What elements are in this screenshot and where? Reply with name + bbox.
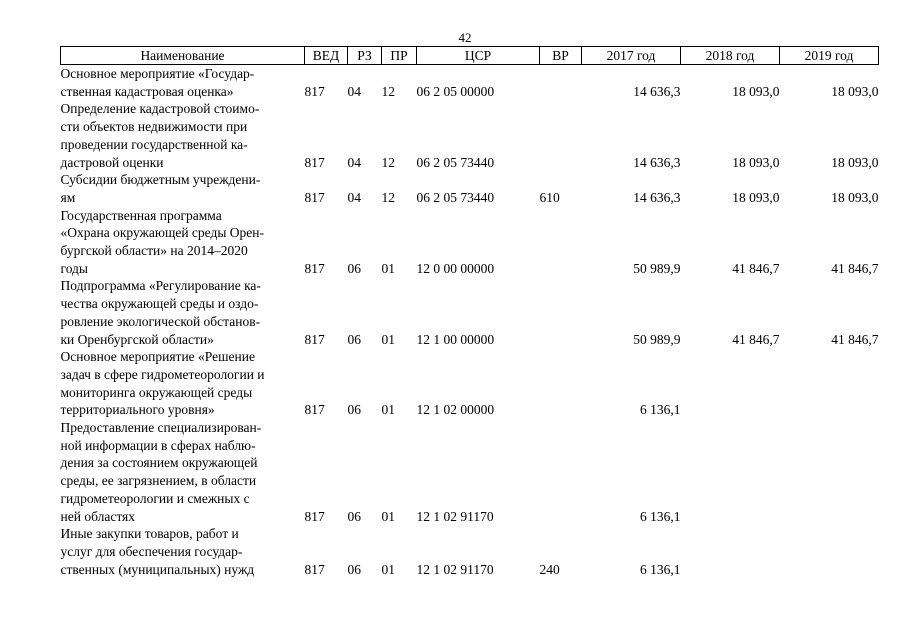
cell-name-line: ной информации в сферах наблю- [60, 437, 256, 453]
cell-vr [540, 348, 582, 419]
cell-2019: 18 093,0 [831, 154, 879, 170]
cell-name-line: услуг для обеспечения государ- [60, 543, 243, 559]
cell-2017: 6 136,1 [640, 508, 681, 524]
cell-name-line: дастровой оценки [60, 154, 164, 170]
cell-ved: 817 [304, 402, 325, 418]
cell-vr [540, 277, 582, 348]
cell-csr: 12 1 02 00000 [416, 402, 495, 418]
header-ved: ВЕД [305, 47, 348, 65]
header-name: Наименование [61, 47, 305, 65]
cell-name-line: территориального уровня» [60, 402, 215, 418]
cell-2017: 14 636,3 [633, 189, 681, 205]
cell-name [61, 277, 305, 348]
page-number: 42 [458, 30, 472, 45]
cell-2018 [681, 419, 780, 525]
cell-rz: 06 [347, 561, 361, 577]
cell-name [61, 100, 305, 171]
cell-name [61, 207, 305, 278]
cell-name-line: среды, ее загрязнением, в области [60, 473, 257, 489]
cell-2019: 41 846,7 [831, 260, 879, 276]
cell-name-line: ственных (муниципальных) нужд [60, 561, 255, 577]
table-row [61, 277, 879, 348]
cell-2017: 6 136,1 [640, 402, 681, 418]
cell-name-line: Субсидии бюджетным учреждени- [60, 172, 261, 188]
cell-name-line: бургской области» на 2014–2020 [60, 243, 248, 259]
cell-2017: 50 989,9 [633, 331, 681, 347]
header-2019: 2019 год [780, 47, 879, 65]
table-row [61, 100, 879, 171]
cell-2018 [681, 348, 780, 419]
cell-2018 [681, 525, 780, 578]
cell-2017: 6 136,1 [640, 561, 681, 577]
header-rz: РЗ [348, 47, 382, 65]
cell-name-line: Государственная программа [60, 207, 222, 223]
header-csr: ЦСР [417, 47, 540, 65]
cell-2017: 50 989,9 [633, 260, 681, 276]
cell-2018: 18 093,0 [732, 154, 780, 170]
header-pr: ПР [382, 47, 417, 65]
cell-csr: 12 1 02 91170 [416, 561, 494, 577]
cell-name-line: ней областях [60, 508, 136, 524]
cell-rz: 04 [347, 154, 361, 170]
cell-2018: 41 846,7 [732, 331, 780, 347]
cell-name-line: чества окружающей среды и оздо- [60, 296, 259, 312]
cell-pr: 01 [381, 402, 395, 418]
cell-name-line: задач в сфере гидрометеорологии и [60, 366, 265, 382]
cell-2018: 41 846,7 [732, 260, 780, 276]
cell-name-line: Основное мероприятие «Государ- [60, 66, 255, 81]
cell-name-line: гидрометеорологии и смежных с [60, 490, 250, 506]
cell-ved: 817 [304, 561, 325, 577]
cell-csr: 06 2 05 00000 [416, 83, 495, 99]
cell-name-line: ям [60, 189, 76, 205]
cell-csr: 12 1 00 00000 [416, 331, 495, 347]
cell-2019: 18 093,0 [831, 189, 879, 205]
cell-name [61, 525, 305, 578]
cell-ved: 817 [304, 508, 325, 524]
header-2018: 2018 год [681, 47, 780, 65]
cell-csr: 12 0 00 00000 [416, 260, 495, 276]
cell-2019 [780, 525, 879, 578]
cell-name-line: Определение кадастровой стоимо- [60, 101, 260, 117]
cell-name-line: ровление экологической обстанов- [60, 313, 261, 329]
cell-name-line: дения за состоянием окружающей [60, 455, 258, 471]
cell-rz: 06 [347, 508, 361, 524]
header-2017: 2017 год [582, 47, 681, 65]
table-header-row [61, 47, 879, 65]
cell-csr: 12 1 02 91170 [416, 508, 494, 524]
cell-vr: 610 [539, 189, 560, 205]
cell-pr: 12 [381, 189, 395, 205]
cell-rz: 06 [347, 402, 361, 418]
cell-ved: 817 [304, 189, 325, 205]
table-body [61, 65, 879, 579]
cell-name-line: Иные закупки товаров, работ и [60, 526, 239, 542]
cell-csr: 06 2 05 73440 [416, 189, 495, 205]
cell-rz: 04 [347, 189, 361, 205]
cell-name-line: ственная кадастровая оценка» [60, 83, 234, 99]
cell-vr: 240 [539, 561, 560, 577]
table-row [61, 65, 879, 101]
cell-pr: 12 [381, 83, 395, 99]
table-row [61, 419, 879, 525]
cell-rz: 06 [347, 331, 361, 347]
cell-name-line: сти объектов недвижимости при [60, 119, 248, 135]
cell-pr: 01 [381, 260, 395, 276]
cell-ved: 817 [304, 83, 325, 99]
cell-name-line: мониторинга окружающей среды [60, 384, 253, 400]
table-row [61, 171, 879, 206]
table-row [61, 348, 879, 419]
cell-ved: 817 [304, 154, 325, 170]
cell-2019: 18 093,0 [831, 83, 879, 99]
table-row [61, 525, 879, 578]
budget-table [60, 46, 879, 578]
cell-2019: 41 846,7 [831, 331, 879, 347]
cell-2019 [780, 419, 879, 525]
cell-name-line: Подпрограмма «Регулирование ка- [60, 278, 261, 294]
cell-2018: 18 093,0 [732, 189, 780, 205]
cell-rz: 04 [347, 83, 361, 99]
cell-2017: 14 636,3 [633, 83, 681, 99]
cell-name-line: Основное мероприятие «Решение [60, 349, 255, 365]
cell-pr: 12 [381, 154, 395, 170]
cell-csr: 06 2 05 73440 [416, 154, 495, 170]
cell-pr: 01 [381, 331, 395, 347]
table-row [61, 207, 879, 278]
cell-name-line: проведении государственной ка- [60, 136, 248, 152]
cell-2019 [780, 348, 879, 419]
cell-ved: 817 [304, 260, 325, 276]
cell-name-line: годы [60, 260, 89, 276]
cell-name-line: ки Оренбургской области» [60, 331, 214, 347]
cell-vr [540, 65, 582, 101]
cell-vr [540, 419, 582, 525]
cell-pr: 01 [381, 508, 395, 524]
cell-name [61, 65, 305, 101]
cell-vr [540, 100, 582, 171]
cell-2017: 14 636,3 [633, 154, 681, 170]
cell-2018: 18 093,0 [732, 83, 780, 99]
header-vr: ВР [540, 47, 582, 65]
cell-name [61, 348, 305, 419]
cell-ved: 817 [304, 331, 325, 347]
cell-name-line: «Охрана окружающей среды Орен- [60, 225, 265, 241]
cell-rz: 06 [347, 260, 361, 276]
cell-name [61, 419, 305, 525]
cell-name [61, 171, 305, 206]
cell-name-line: Предоставление специализирован- [60, 420, 262, 436]
cell-pr: 01 [381, 561, 395, 577]
cell-vr [540, 207, 582, 278]
